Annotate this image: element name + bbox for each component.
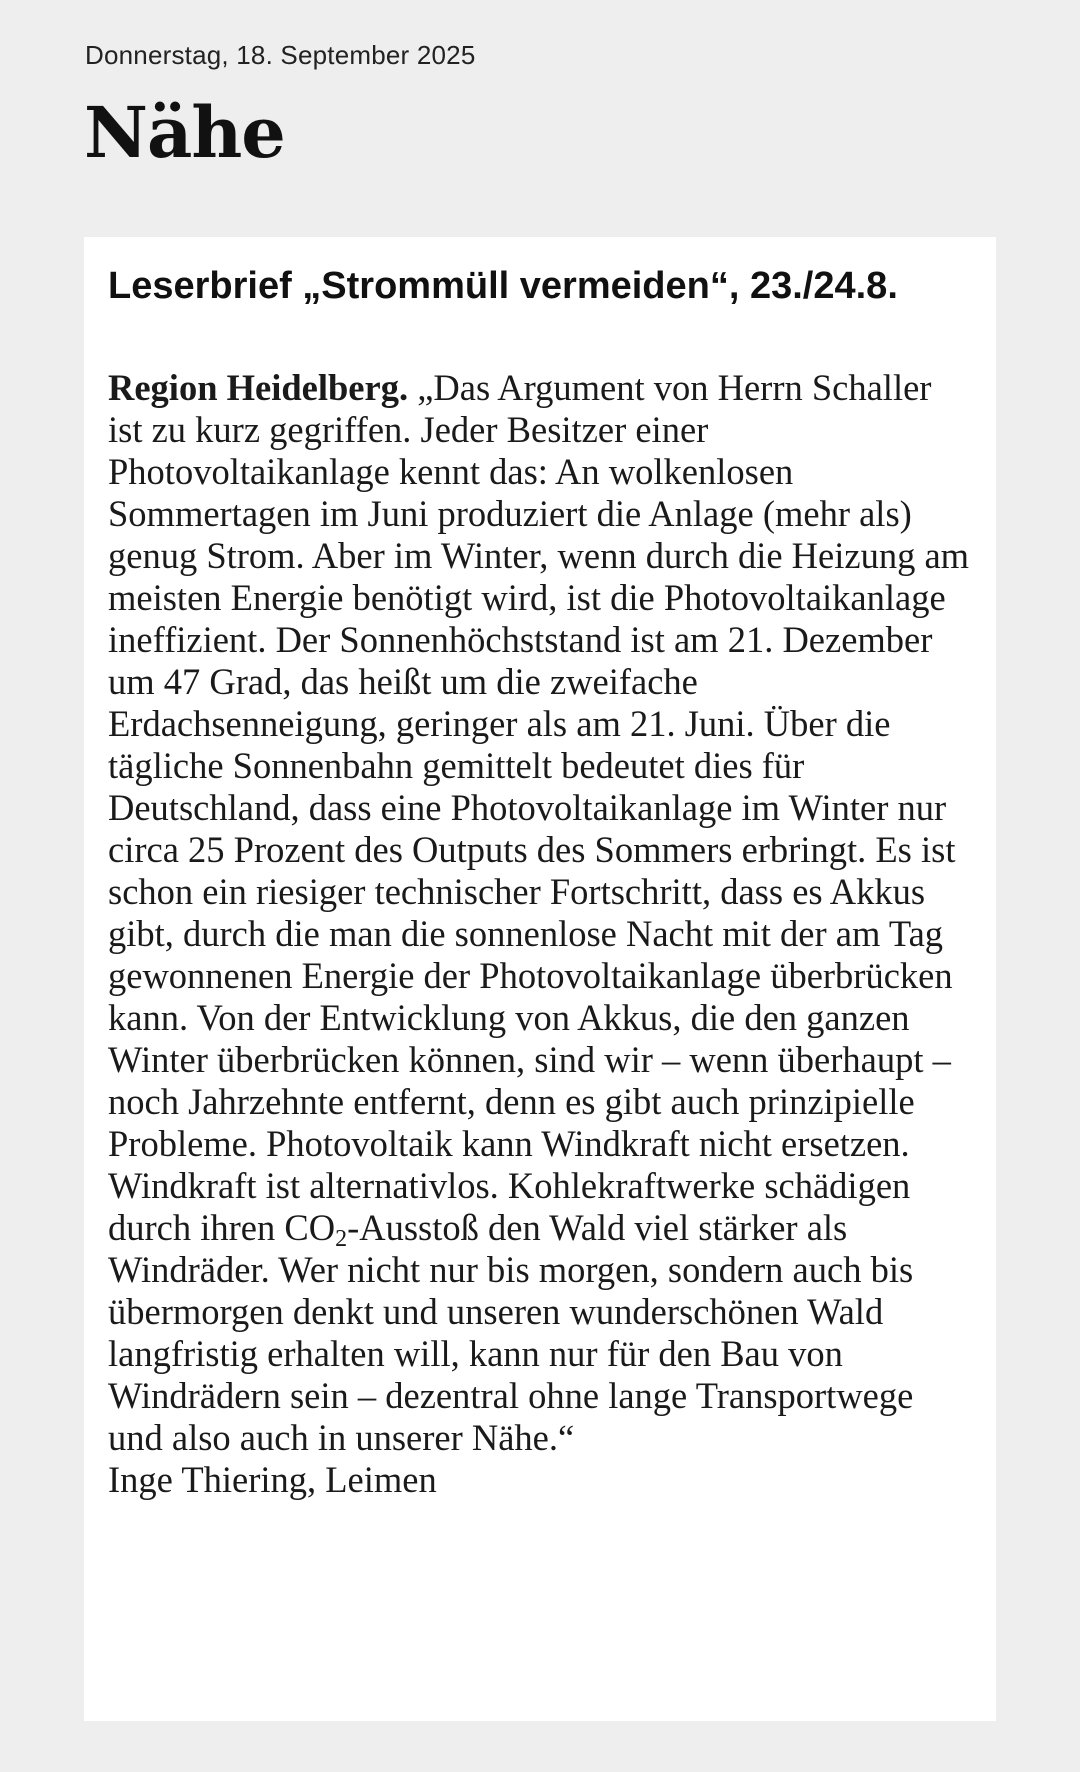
publication-date: Donnerstag, 18. September 2025 [85, 40, 476, 70]
letter-author: Inge Thiering, Leimen [108, 1459, 437, 1500]
dateline: Region Heidelberg. [108, 367, 409, 408]
letter-card [84, 237, 996, 1721]
letter-text-part1: „Das Argument von Herrn Schaller ist zu kurz gegriffen. Jeder Besitzer einer Photovoltaikanlage kennt das: An wolkenlosen Sommertagen im Juni produziert die Anlage (mehr als) genug Strom. Aber im Winter, wenn durch die Heizung am meisten Energie benötigt wird, ist die Photovoltaikanlage ineffizient. Der Sonnenhöchststand ist am 21. Dezember um 47 Grad, das heißt um die zweifache Erdachsenneigung, geringer als am 21. Juni. Über die tägliche Sonnenbahn gemittelt bedeutet dies für Deutschland, dass eine Photovoltaikanlage im Winter nur circa 25 Prozent des Outputs des Sommers erbringt. Es ist schon ein riesiger technischer Fortschritt, dass es Akkus gibt, durch die man die sonnenlose Nacht mit der am Tag gewonnenen Energie der Photovoltaikanlage überbrücken kann. Von der Entwicklung von Akkus, die den ganzen Winter überbrücken können, sind wir – wenn überhaupt – noch Jahrzehnte entfernt, denn es gibt auch prinzipielle Probleme. Photovoltaik kann Windkraft nicht ersetzen. Windkraft ist alternativlos. Kohlekraftwerke schädigen durch ihren CO [108, 367, 970, 1248]
co2-subscript: 2 [335, 1226, 348, 1252]
section-title: Nähe [84, 91, 285, 174]
letter-body [108, 367, 972, 1501]
letter-text-part2: -Ausstoß den Wald viel stärker als Windräder. Wer nicht nur bis morgen, sondern auch bis übermorgen denkt und unseren wunderschönen Wald langfristig erhalten will, kann nur für den Bau von Windrädern sein – dezentral ohne lange Transportwege und also auch in unserer Nähe.“ [108, 1207, 914, 1458]
letter-headline: Leserbrief „Strommüll vermeiden“, 23./24.8. [108, 265, 898, 307]
